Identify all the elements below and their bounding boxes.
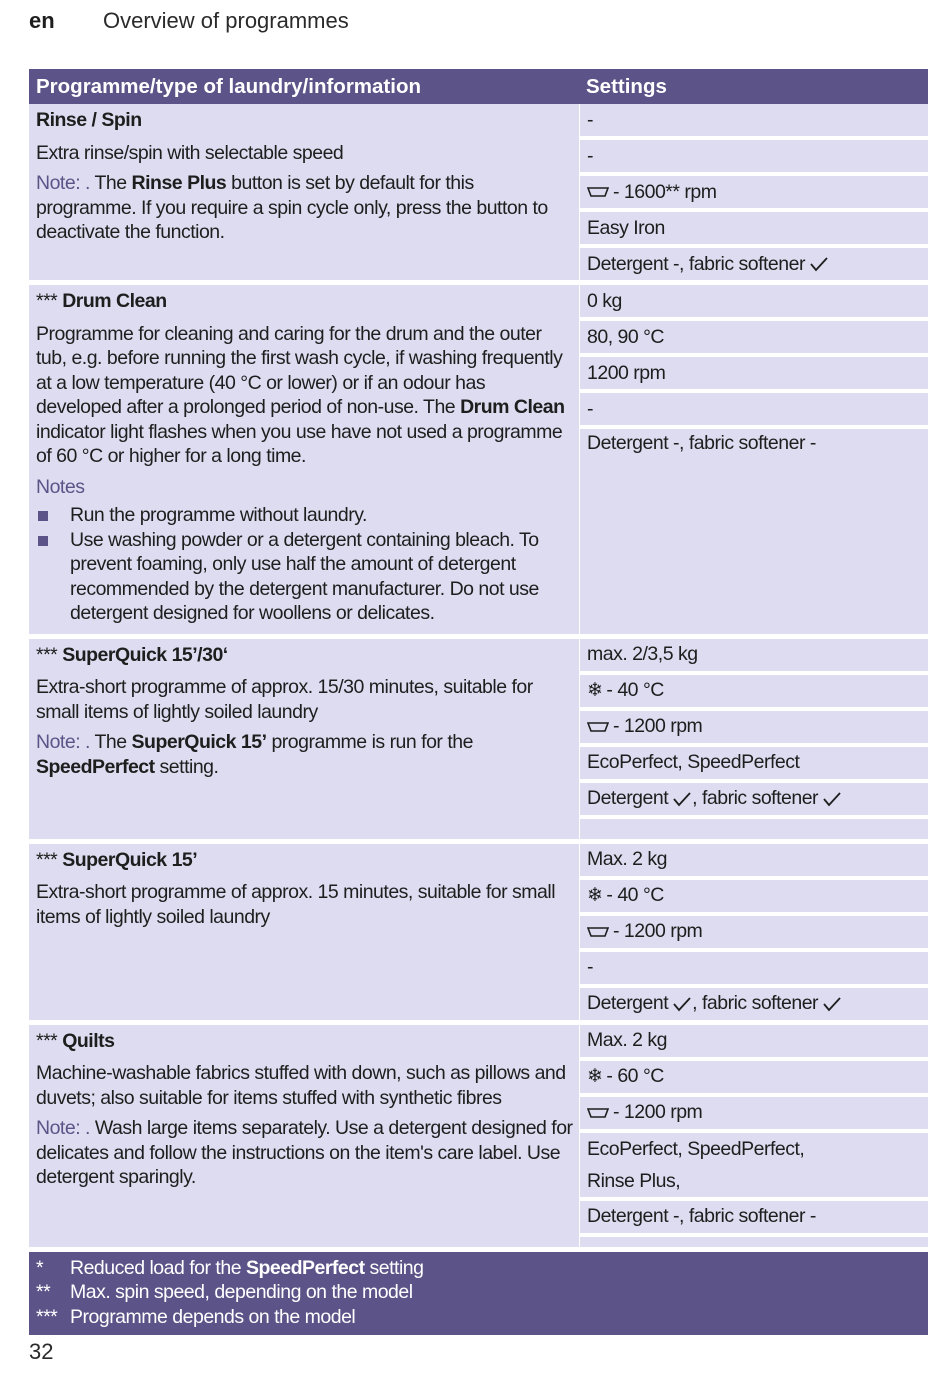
setting-detergent-text: Detergent (587, 992, 669, 1014)
square-bullet-icon (36, 503, 70, 528)
check-mark-icon (822, 791, 842, 807)
note-text: The (89, 172, 132, 194)
spin-tub-icon (587, 721, 609, 733)
footnote (36, 1256, 928, 1281)
cold-snowflake-icon: ❄ (587, 885, 603, 906)
programme-note (36, 171, 573, 245)
note-label: Note: . (36, 1117, 90, 1139)
list-item (36, 528, 573, 626)
settings-list (580, 844, 928, 1020)
setting-detergent (580, 988, 928, 1020)
programme-name-text: SuperQuick 15’/30‘ (62, 643, 228, 666)
programme-stars: *** (36, 1029, 58, 1052)
setting-detergent-text: Detergent -, fabric softener (587, 252, 805, 275)
note-label: Note: . (36, 731, 90, 753)
note-text: Wash large items separately. Use a detergent designed for delicates and follow the instructions on the item's care label. Use detergent sparingly. (36, 1117, 573, 1188)
settings-spacer (580, 819, 928, 839)
programme-info (29, 285, 579, 634)
setting-spin (580, 176, 928, 208)
list-item-text: Run the programme without laundry. (70, 504, 367, 526)
note-text: The (89, 731, 132, 753)
setting-spin: 1200 rpm (580, 357, 928, 389)
table-row-quilts (29, 1020, 928, 1247)
setting-load: Max. 2 kg (580, 1025, 928, 1057)
setting-temperature: - (580, 140, 928, 172)
column-header-programme: Programme/type of laundry/information (36, 74, 421, 98)
footnote-text (70, 1256, 423, 1281)
programme-description: Extra-short programme of approx. 15/30 minutes, suitable for small items of lightly soiled laundry (36, 676, 533, 723)
note-bold-text: SpeedPerfect (36, 755, 155, 778)
programme-note (36, 730, 573, 779)
programme-info (29, 844, 579, 1020)
setting-load: Max. 2 kg (580, 844, 928, 876)
table-footnotes (29, 1252, 928, 1336)
settings-list (580, 639, 928, 839)
programme-info (29, 1025, 579, 1247)
programme-name (36, 289, 573, 314)
setting-spin-value: - 1200 rpm (613, 1101, 703, 1123)
settings-list (580, 285, 928, 634)
programme-name: Rinse / Spin (36, 109, 142, 131)
note-text: setting. (154, 755, 219, 778)
setting-spin (580, 916, 928, 948)
check-mark-icon (672, 996, 692, 1012)
setting-spin (580, 1097, 928, 1129)
programme-name (36, 1029, 573, 1054)
footnote-text: Programme depends on the model (70, 1305, 356, 1328)
setting-spin (580, 711, 928, 743)
setting-options: EcoPerfect, SpeedPerfect (580, 747, 928, 779)
setting-temperature (580, 1061, 928, 1093)
footnote-text-part: setting (364, 1256, 424, 1279)
table-row-drum-clean (29, 280, 928, 634)
list-item (36, 503, 573, 528)
programme-name (36, 643, 573, 668)
footnote-marker: ** (36, 1281, 51, 1303)
setting-temperature (580, 675, 928, 707)
setting-load: 0 kg (580, 285, 928, 317)
column-header-settings: Settings (586, 74, 667, 98)
setting-options (580, 1133, 928, 1197)
setting-spin-value: - 1600** rpm (613, 180, 717, 203)
table-header (29, 69, 928, 104)
page-number: 32 (29, 1339, 54, 1364)
footnote-marker: * (36, 1256, 44, 1279)
spin-tub-icon (587, 1107, 609, 1119)
setting-spin-value: - 1200 rpm (613, 920, 703, 942)
setting-load: max. 2/3,5 kg (580, 639, 928, 671)
spin-tub-icon (587, 186, 609, 198)
setting-detergent: Detergent -, fabric softener - (580, 1201, 928, 1233)
square-bullet-icon (36, 528, 70, 626)
setting-softener-text: , fabric softener (692, 992, 819, 1014)
programme-stars: *** (36, 848, 58, 871)
programme-description: Extra rinse/spin with selectable speed (36, 141, 344, 164)
setting-load: - (580, 104, 928, 136)
page-section-title: Overview of programmes (103, 8, 349, 33)
settings-list (580, 104, 928, 280)
footnote-text: Max. spin speed, depending on the model (70, 1281, 413, 1303)
check-mark-icon (809, 256, 829, 272)
list-item-text: Use washing powder or a detergent containing bleach. To prevent foaming, only use half the amount of detergent recommended by the detergent manufacturer. Do not use detergent designed for woollens or delicates. (70, 528, 539, 624)
setting-temperature (580, 880, 928, 912)
page-header (29, 8, 349, 34)
check-mark-icon (672, 791, 692, 807)
cold-snowflake-icon: ❄ (587, 680, 603, 701)
setting-detergent (580, 248, 928, 280)
description-bold-text: Drum Clean (460, 396, 565, 418)
settings-list (580, 1025, 928, 1247)
cold-snowflake-icon: ❄ (587, 1066, 603, 1087)
footnote-text-part: Reduced load for the (70, 1256, 246, 1279)
setting-temperature-value: - 60 °C (606, 1065, 664, 1087)
programme-name-text: Quilts (62, 1029, 115, 1052)
table-row-rinse-spin (29, 104, 928, 280)
setting-detergent-text: Detergent (587, 787, 669, 809)
programme-name (36, 848, 573, 873)
programme-note (36, 1116, 573, 1190)
spin-tub-icon (587, 926, 609, 938)
setting-detergent: Detergent -, fabric softener - (580, 429, 928, 634)
setting-temperature-value: - 40 °C (606, 679, 664, 701)
check-mark-icon (822, 996, 842, 1012)
language-code: en (29, 8, 55, 33)
setting-options: - (580, 393, 928, 425)
programme-description: Machine-washable fabrics stuffed with down, such as pillows and duvets; also suitable for items stuffed with synthetic fibres (36, 1062, 566, 1109)
programme-info (29, 104, 579, 280)
note-bold-text: SuperQuick 15’ (131, 731, 267, 753)
programme-stars: *** (36, 643, 58, 666)
programme-name-text: SuperQuick 15’ (62, 848, 198, 871)
programme-table (29, 69, 928, 1335)
programme-description: Extra-short programme of approx. 15 minutes, suitable for small items of lightly soiled laundry (36, 881, 556, 928)
note-text: button is set by default for this programme. If you require a spin cycle only, press the button to deactivate the function. (36, 172, 548, 243)
footnote-marker: *** (36, 1305, 58, 1328)
settings-spacer (580, 1237, 928, 1247)
description-text: Programme for cleaning and caring for the drum and the outer tub, e.g. before running the first wash cycle, if washing frequently at a low temperature (40 °C or lower) or if an odour has developed after a prolonged period of non-use. The (36, 322, 563, 418)
description-text: indicator light flashes when you use have not used a programme of 60 °C or higher for a long time. (36, 420, 563, 467)
programme-name-text: Drum Clean (62, 290, 167, 312)
table-row-superquick-15-30 (29, 634, 928, 839)
footnote (36, 1280, 928, 1305)
note-label: Note: . (36, 172, 90, 194)
setting-softener-text: , fabric softener (692, 787, 819, 809)
footnote-bold-text: SpeedPerfect (245, 1256, 365, 1279)
footnote (36, 1305, 928, 1330)
programme-stars: *** (36, 290, 58, 312)
setting-options-line: Rinse Plus, (587, 1169, 681, 1192)
note-text: programme is run for the (266, 731, 473, 753)
setting-detergent (580, 783, 928, 815)
setting-options-line: EcoPerfect, SpeedPerfect, (587, 1137, 805, 1160)
setting-temperature-value: - 40 °C (606, 884, 664, 906)
programme-description (36, 322, 573, 469)
note-bold-text: Rinse Plus (131, 172, 227, 194)
setting-options: Easy Iron (580, 212, 928, 244)
setting-temperature: 80, 90 °C (580, 321, 928, 353)
setting-options: - (580, 952, 928, 984)
notes-heading: Notes (36, 475, 85, 498)
setting-spin-value: - 1200 rpm (613, 715, 703, 737)
programme-info (29, 639, 579, 839)
table-row-superquick-15 (29, 839, 928, 1020)
